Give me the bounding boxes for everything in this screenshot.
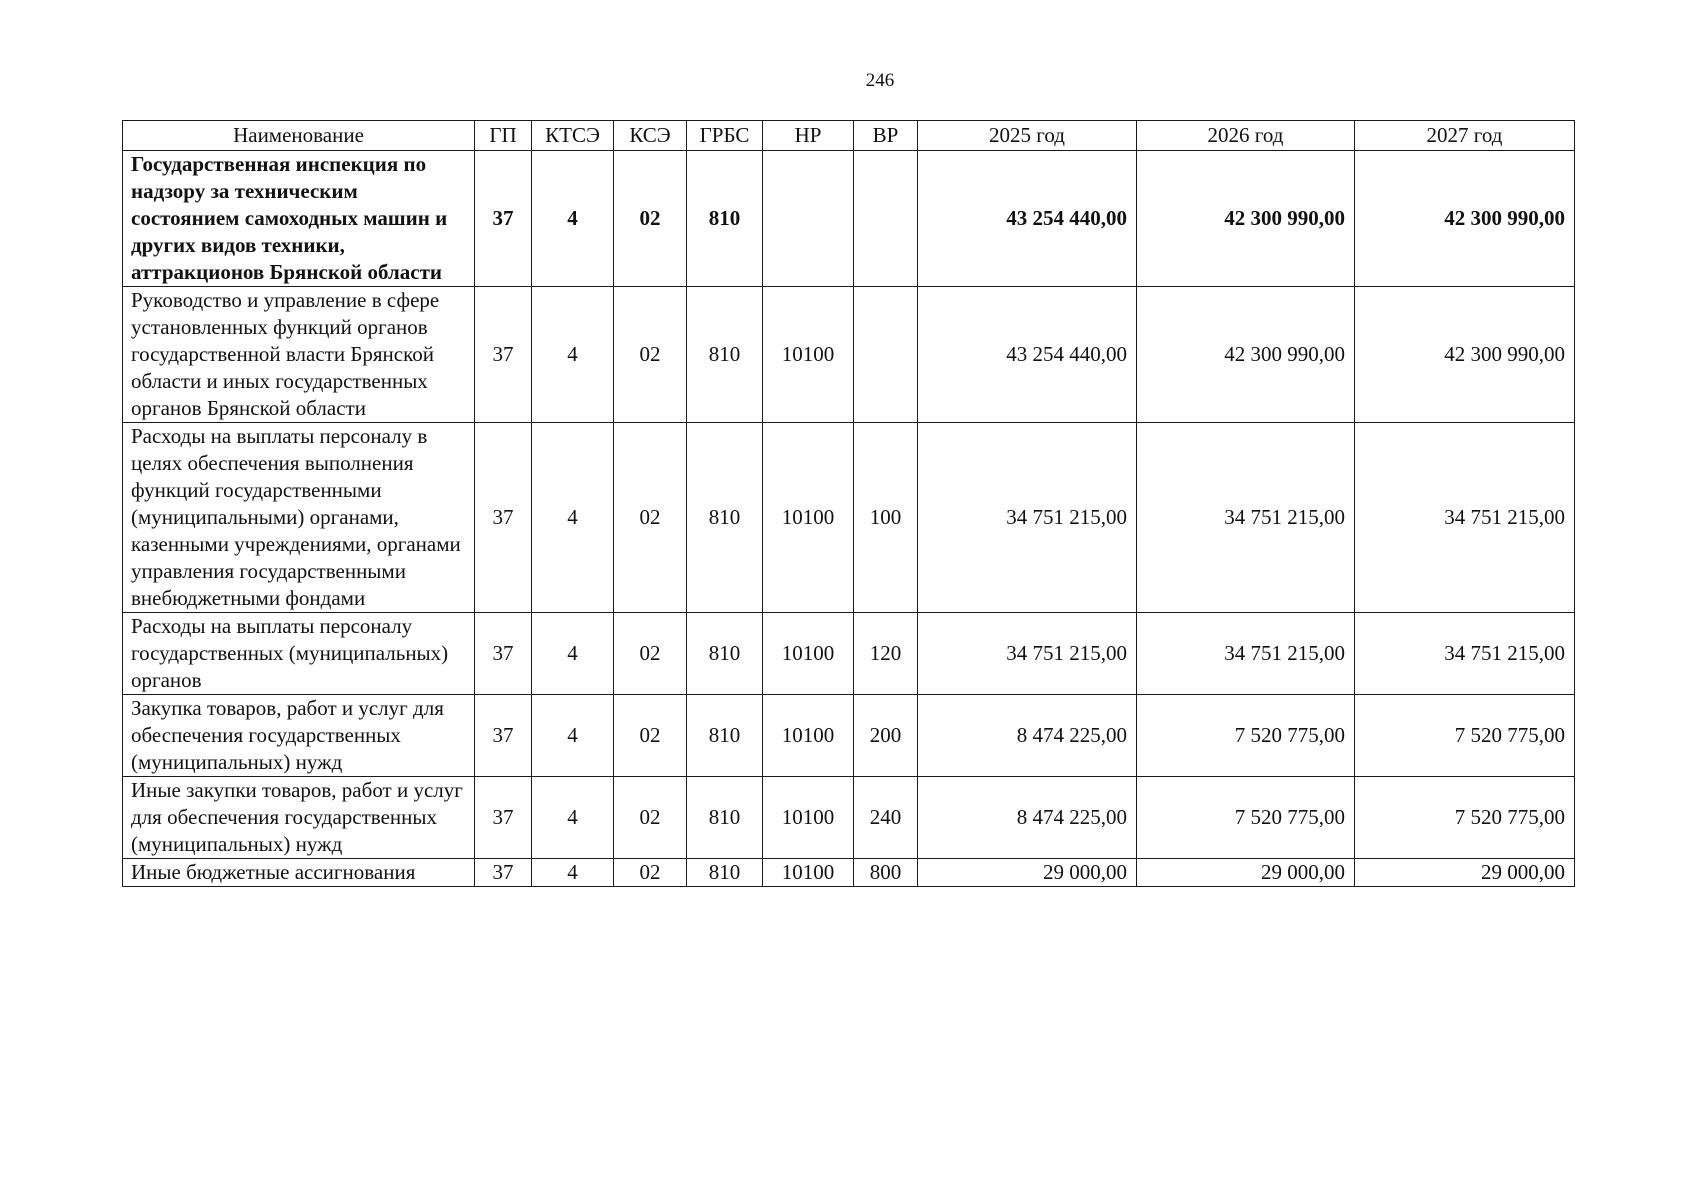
cell-nr [763,151,854,287]
cell-ktse: 4 [532,859,614,887]
cell-amount-2027: 34 751 215,00 [1355,613,1575,695]
cell-nr: 10100 [763,777,854,859]
cell-name: Государственная инспекция по надзору за техническим состоянием самоходных машин и других видов техники, аттракционов Брянской области [123,151,475,287]
cell-amount-2025: 34 751 215,00 [918,613,1137,695]
cell-amount-2026: 7 520 775,00 [1137,777,1355,859]
table-header-row [123,121,1575,151]
cell-kse: 02 [614,423,687,613]
cell-vr: 120 [854,613,918,695]
cell-amount-2026: 42 300 990,00 [1137,151,1355,287]
budget-table [122,120,1575,887]
header-grbs: ГРБС [687,121,763,151]
cell-kse: 02 [614,777,687,859]
header-year-2027: 2027 год [1355,121,1575,151]
cell-name: Иные закупки товаров, работ и услуг для обеспечения государственных (муниципальных) нужд [123,777,475,859]
table-row [123,287,1575,423]
cell-ktse: 4 [532,695,614,777]
cell-vr: 100 [854,423,918,613]
cell-name: Руководство и управление в сфере установленных функций органов государственной власти Брянской области и иных государственных органов Брянской области [123,287,475,423]
cell-amount-2027: 7 520 775,00 [1355,777,1575,859]
cell-gp: 37 [475,613,532,695]
cell-amount-2025: 8 474 225,00 [918,777,1137,859]
cell-gp: 37 [475,423,532,613]
cell-grbs: 810 [687,695,763,777]
cell-nr: 10100 [763,695,854,777]
cell-amount-2026: 7 520 775,00 [1137,695,1355,777]
cell-grbs: 810 [687,859,763,887]
cell-amount-2025: 43 254 440,00 [918,151,1137,287]
cell-gp: 37 [475,859,532,887]
cell-vr [854,151,918,287]
header-year-2025: 2025 год [918,121,1137,151]
cell-grbs: 810 [687,777,763,859]
header-nr: НР [763,121,854,151]
cell-grbs: 810 [687,151,763,287]
cell-amount-2027: 29 000,00 [1355,859,1575,887]
cell-grbs: 810 [687,423,763,613]
cell-amount-2026: 29 000,00 [1137,859,1355,887]
cell-amount-2025: 8 474 225,00 [918,695,1137,777]
header-year-2026: 2026 год [1137,121,1355,151]
cell-kse: 02 [614,151,687,287]
cell-amount-2025: 34 751 215,00 [918,423,1137,613]
header-gp: ГП [475,121,532,151]
table-body [123,151,1575,887]
cell-amount-2025: 43 254 440,00 [918,287,1137,423]
cell-nr: 10100 [763,287,854,423]
cell-kse: 02 [614,613,687,695]
page-number: 246 [865,70,895,91]
cell-amount-2027: 42 300 990,00 [1355,287,1575,423]
cell-name: Расходы на выплаты персоналу в целях обеспечения выполнения функций государственными (муниципальными) органами, казенными учреждениями, органами управления государственными внебюджетными фондами [123,423,475,613]
header-vr: ВР [854,121,918,151]
table-row [123,151,1575,287]
cell-ktse: 4 [532,777,614,859]
header-kse: КСЭ [614,121,687,151]
cell-nr: 10100 [763,423,854,613]
cell-gp: 37 [475,777,532,859]
cell-kse: 02 [614,695,687,777]
table-row [123,777,1575,859]
cell-ktse: 4 [532,613,614,695]
header-ktse: КТСЭ [532,121,614,151]
table-row [123,423,1575,613]
header-name: Наименование [123,121,475,151]
cell-amount-2026: 42 300 990,00 [1137,287,1355,423]
cell-amount-2025: 29 000,00 [918,859,1137,887]
cell-amount-2026: 34 751 215,00 [1137,423,1355,613]
table-row [123,613,1575,695]
cell-gp: 37 [475,151,532,287]
cell-vr: 200 [854,695,918,777]
cell-vr: 800 [854,859,918,887]
cell-vr [854,287,918,423]
cell-gp: 37 [475,287,532,423]
cell-ktse: 4 [532,423,614,613]
cell-amount-2027: 34 751 215,00 [1355,423,1575,613]
cell-nr: 10100 [763,859,854,887]
cell-gp: 37 [475,695,532,777]
cell-name: Иные бюджетные ассигнования [123,859,475,887]
cell-amount-2027: 42 300 990,00 [1355,151,1575,287]
cell-kse: 02 [614,287,687,423]
cell-amount-2027: 7 520 775,00 [1355,695,1575,777]
cell-nr: 10100 [763,613,854,695]
cell-vr: 240 [854,777,918,859]
cell-name: Расходы на выплаты персоналу государственных (муниципальных) органов [123,613,475,695]
table-row [123,859,1575,887]
table-row [123,695,1575,777]
cell-grbs: 810 [687,613,763,695]
cell-kse: 02 [614,859,687,887]
cell-ktse: 4 [532,151,614,287]
cell-grbs: 810 [687,287,763,423]
cell-name: Закупка товаров, работ и услуг для обеспечения государственных (муниципальных) нужд [123,695,475,777]
cell-amount-2026: 34 751 215,00 [1137,613,1355,695]
cell-ktse: 4 [532,287,614,423]
